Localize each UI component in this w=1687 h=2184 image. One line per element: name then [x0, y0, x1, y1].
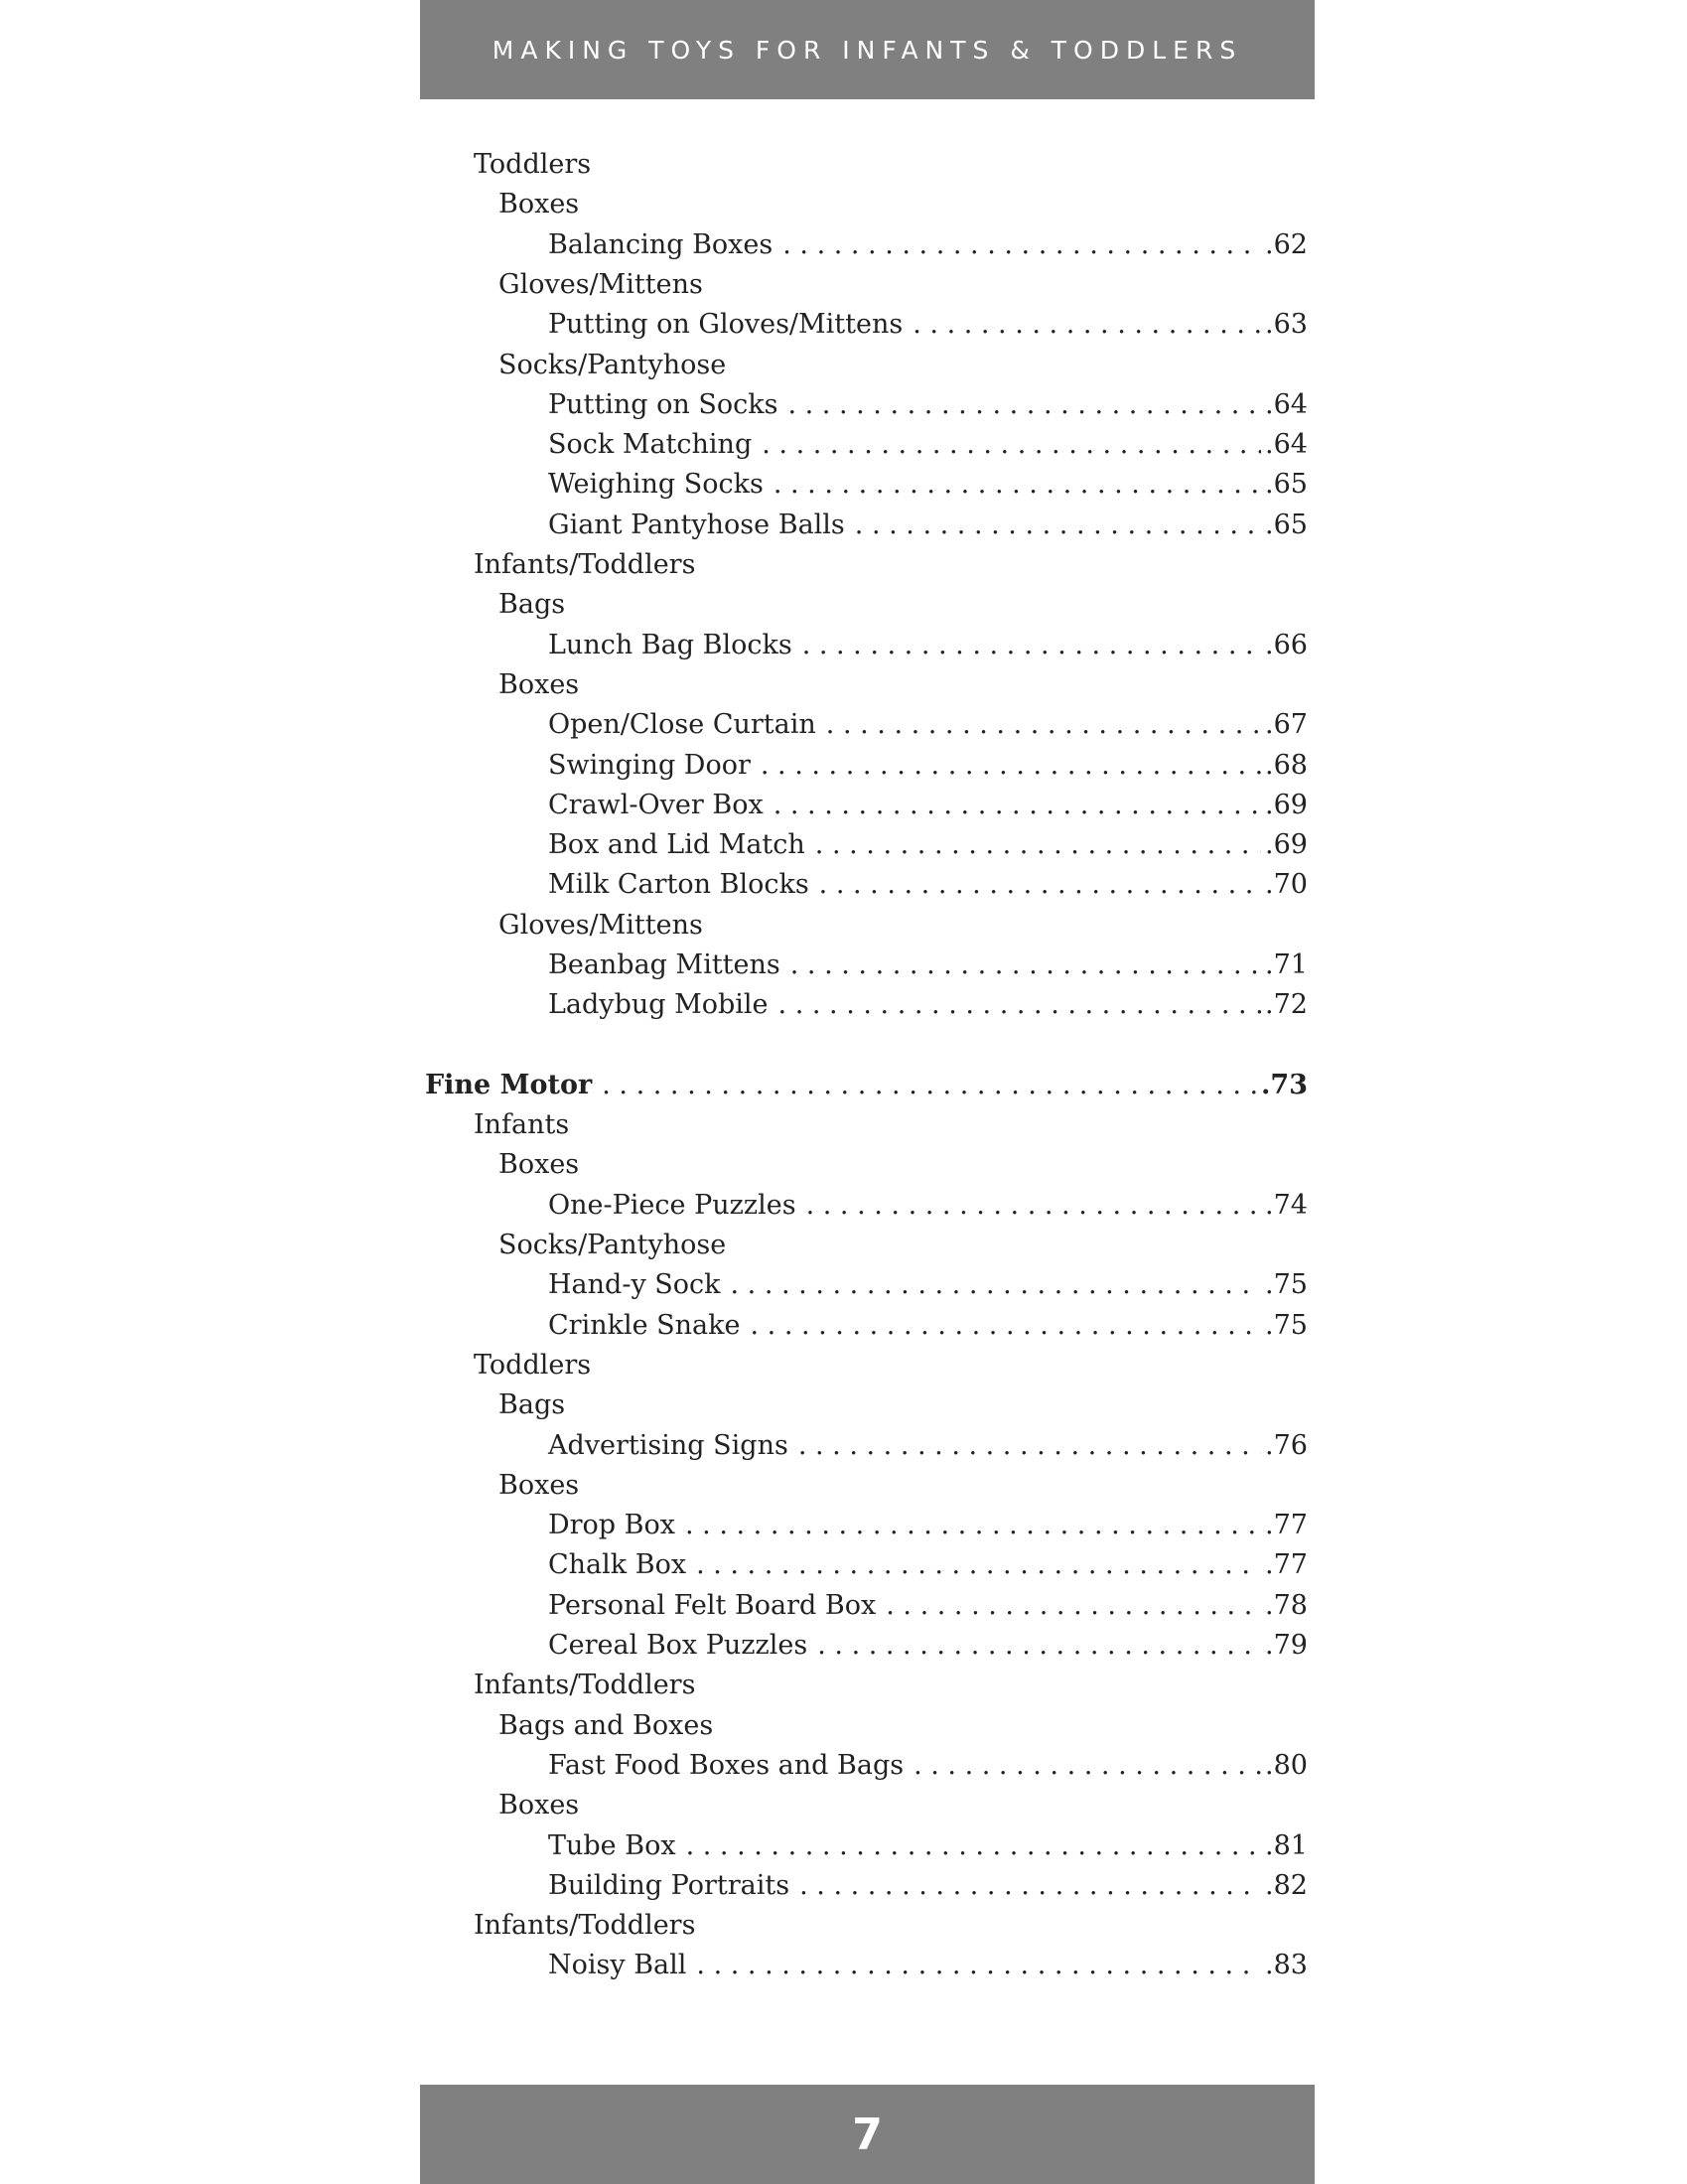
toc-entry: [548, 1265, 1308, 1305]
dot-leader: [773, 465, 1261, 505]
toc-page-number: .73: [1261, 1070, 1308, 1100]
toc-entry-title: Open/Close Curtain: [548, 709, 816, 740]
toc-entry: [548, 1506, 1308, 1545]
dot-leader: [762, 425, 1261, 465]
toc-entry-title: Weighing Socks: [548, 469, 764, 500]
toc-entry-title: Personal Felt Board Box: [548, 1590, 877, 1621]
toc-entry: [548, 626, 1308, 665]
dot-leader: [855, 506, 1261, 545]
toc-entry: [548, 1746, 1308, 1786]
toc-entry-title: Putting on Gloves/Mittens: [548, 309, 904, 340]
page-number: 7: [852, 2109, 883, 2160]
toc-entry: [548, 305, 1308, 345]
toc-entry: [548, 985, 1308, 1025]
toc-page-number: .63: [1265, 309, 1308, 340]
dot-leader: [602, 1066, 1257, 1105]
toc-material-heading: Gloves/Mittens: [498, 269, 703, 300]
toc-page-number: .69: [1265, 829, 1308, 860]
dot-leader: [685, 1506, 1261, 1545]
toc-entry-title: Beanbag Mittens: [548, 949, 780, 980]
dot-leader: [806, 1186, 1261, 1226]
toc-entry: [548, 465, 1308, 505]
toc-age-group-heading: Infants/Toddlers: [474, 1910, 696, 1941]
toc-page-number: .75: [1265, 1269, 1308, 1300]
dot-leader: [799, 1866, 1261, 1906]
toc-material-heading: Boxes: [498, 1470, 580, 1501]
toc-entry: [548, 825, 1308, 865]
dot-leader: [696, 1545, 1261, 1585]
toc-entry: [548, 1826, 1308, 1866]
toc-entry: [548, 425, 1308, 465]
toc-entry-title: Crawl-Over Box: [548, 790, 764, 820]
toc-material-heading: Bags: [498, 589, 566, 620]
toc-entry: [548, 225, 1308, 265]
toc-age-group-heading: Toddlers: [474, 149, 592, 180]
toc-entry: [548, 705, 1308, 745]
dot-leader: [826, 705, 1261, 745]
dot-leader: [798, 1426, 1261, 1466]
dot-leader: [817, 1626, 1261, 1666]
toc-page-number: .64: [1265, 389, 1308, 420]
toc-page-number: .69: [1265, 790, 1308, 820]
toc-entry-title: Fast Food Boxes and Bags: [548, 1750, 905, 1781]
toc-age-group-heading: Infants/Toddlers: [474, 549, 696, 580]
dot-leader: [815, 825, 1261, 865]
toc-entry: [548, 1586, 1308, 1626]
toc-page-number: .62: [1265, 229, 1308, 260]
toc-page-number: .76: [1265, 1430, 1308, 1461]
toc-entry-title: Balancing Boxes: [548, 229, 773, 260]
toc-entry-title: Crinkle Snake: [548, 1310, 741, 1341]
toc-entry-title: Hand-y Sock: [548, 1269, 721, 1300]
toc-page-number: .77: [1265, 1549, 1308, 1580]
toc-entry: [548, 506, 1308, 545]
toc-page-number: .74: [1265, 1190, 1308, 1221]
toc-entry: [548, 385, 1308, 425]
toc-entry-title: Tube Box: [548, 1830, 676, 1861]
dot-leader: [778, 985, 1262, 1025]
toc-entry-title: Cereal Box Puzzles: [548, 1630, 808, 1661]
toc-page-number: .78: [1265, 1590, 1308, 1621]
toc-page-number: .70: [1265, 869, 1308, 900]
toc-page-number: .75: [1265, 1310, 1308, 1341]
toc-age-group-heading: Toddlers: [474, 1350, 592, 1381]
toc-entry-title: Noisy Ball: [548, 1950, 687, 1980]
toc-page-number: .79: [1265, 1630, 1308, 1661]
toc-material-heading: Socks/Pantyhose: [498, 1230, 727, 1260]
toc-page-number: .80: [1265, 1750, 1308, 1781]
dot-leader: [819, 865, 1261, 905]
toc-page-number: .66: [1265, 630, 1308, 660]
toc-material-heading: Socks/Pantyhose: [498, 350, 727, 380]
dot-leader: [782, 225, 1261, 265]
toc-entry: [548, 865, 1308, 905]
toc-page-number: .77: [1265, 1510, 1308, 1540]
toc-entry-title: Chalk Box: [548, 1549, 687, 1580]
toc-page-number: .67: [1265, 709, 1308, 740]
dot-leader: [913, 305, 1261, 345]
toc-page-number: .64: [1265, 429, 1308, 460]
toc-entry-title: Drop Box: [548, 1510, 675, 1540]
toc-material-heading: Boxes: [498, 1790, 580, 1820]
toc-entry: [548, 746, 1308, 786]
toc-page-number: .65: [1265, 469, 1308, 500]
toc-section-entry: [425, 1066, 1308, 1105]
page-footer: [420, 2085, 1315, 2184]
toc-material-heading: Bags and Boxes: [498, 1710, 714, 1741]
toc-entry: [548, 1626, 1308, 1666]
book-title: MAKING TOYS FOR INFANTS & TODDLERS: [492, 35, 1243, 65]
dot-leader: [802, 626, 1261, 665]
toc-age-group-heading: Infants: [474, 1109, 570, 1140]
dot-leader: [886, 1586, 1261, 1626]
dot-leader: [790, 946, 1261, 985]
toc-page-number: .71: [1265, 949, 1308, 980]
toc-page-number: .68: [1265, 750, 1308, 781]
running-header: [420, 0, 1315, 99]
toc-page-number: .83: [1265, 1950, 1308, 1980]
dot-leader: [761, 746, 1261, 786]
toc-page-number: .65: [1265, 510, 1308, 540]
toc-age-group-heading: Infants/Toddlers: [474, 1670, 696, 1700]
toc-material-heading: Boxes: [498, 189, 580, 219]
toc-material-heading: Boxes: [498, 669, 580, 700]
toc-entry: [548, 1545, 1308, 1585]
toc-entry-title: Putting on Socks: [548, 389, 778, 420]
toc-entry-title: Sock Matching: [548, 429, 753, 460]
toc-entry: [548, 1946, 1308, 1985]
dot-leader: [686, 1826, 1261, 1866]
toc-entry: [548, 1866, 1308, 1906]
dot-leader: [773, 786, 1261, 825]
dot-leader: [787, 385, 1261, 425]
toc-entry-title: Lunch Bag Blocks: [548, 630, 792, 660]
toc-page-number: .81: [1265, 1830, 1308, 1861]
toc-entry: [548, 1306, 1308, 1346]
toc-entry: [548, 1186, 1308, 1226]
toc-entry-title: Swinging Door: [548, 750, 751, 781]
toc-page-number: .72: [1265, 989, 1308, 1020]
toc-entry: [548, 946, 1308, 985]
dot-leader: [696, 1946, 1261, 1985]
toc-entry-title: Giant Pantyhose Balls: [548, 510, 845, 540]
toc-entry-title: Milk Carton Blocks: [548, 869, 809, 900]
dot-leader: [731, 1265, 1262, 1305]
toc-entry-title: One-Piece Puzzles: [548, 1190, 796, 1221]
toc-entry: [548, 786, 1308, 825]
toc-entry: [548, 1426, 1308, 1466]
toc-entry-title: Fine Motor: [425, 1070, 593, 1100]
toc-entry-title: Ladybug Mobile: [548, 989, 769, 1020]
toc-entry-title: Advertising Signs: [548, 1430, 788, 1461]
dot-leader: [914, 1746, 1261, 1786]
toc-material-heading: Boxes: [498, 1149, 580, 1180]
dot-leader: [750, 1306, 1261, 1346]
toc-page-number: .82: [1265, 1870, 1308, 1901]
toc-entry-title: Box and Lid Match: [548, 829, 805, 860]
toc-material-heading: Gloves/Mittens: [498, 910, 703, 941]
toc-entry-title: Building Portraits: [548, 1870, 790, 1901]
toc-material-heading: Bags: [498, 1389, 566, 1420]
